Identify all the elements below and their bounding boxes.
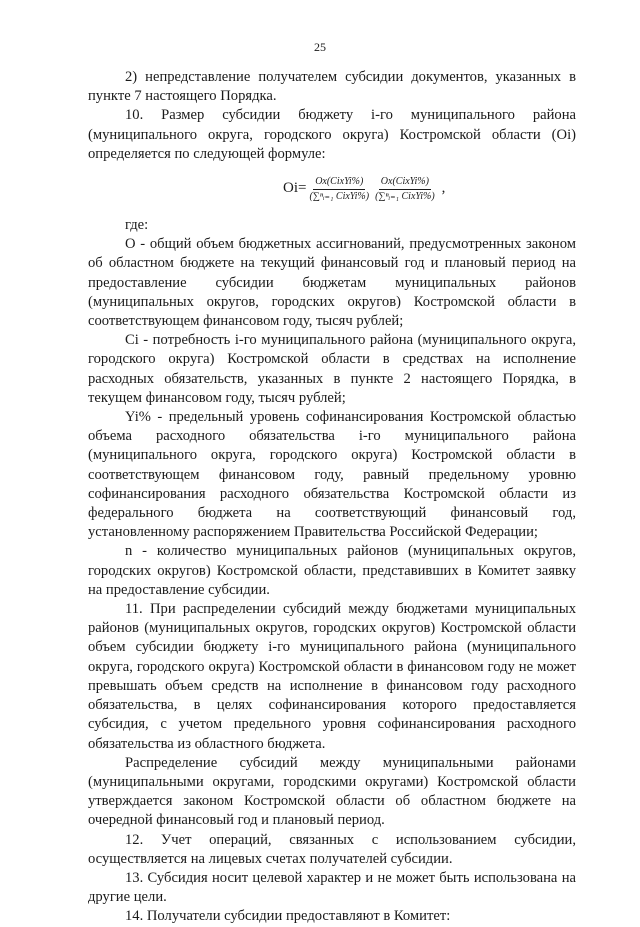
fraction-2-denominator: (∑ⁿᵢ₌₁ CixYi%)	[375, 190, 435, 202]
definition-ci: Ci - потребность i-го муниципального района (муниципального округа, городского округа) Костромской области в средствах на исполнение расходных обязательств, указанных в пункте 2 настоящего Порядка, в текущем финансовом году, тысяч рублей;	[88, 332, 576, 406]
fraction-1-numerator: Ox(CixYi%)	[313, 176, 365, 190]
paragraph-section-14: 14. Получатели субсидии предоставляют в Комитет:	[125, 908, 451, 925]
fraction-1-denominator: (∑ⁿᵢ₌₁ CixYi%)	[309, 190, 370, 202]
page-number: 25	[314, 40, 326, 54]
formula-fraction-1	[307, 176, 371, 203]
definition-yi: Yi% - предельный уровень софинансирования Костромской областью объема расходного обязательства i-го муниципального района (муниципального округа, городского округа) Костромской области в соответствующем финансовом году, равный предельному уровню софинансирования расходного обязательства Костромской области из федерального бюджета на соответствующий финансовый год, установленному распоряжением Правительства Российской Федерации;	[88, 409, 576, 541]
paragraph-section-13: 13. Субсидия носит целевой характер и не может быть использована на другие цели.	[88, 869, 576, 906]
document-body	[88, 68, 576, 927]
where-label: где:	[125, 217, 149, 234]
definition-n: n - количество муниципальных районов (муниципальных округов, городских округов) Костромской области, представивших в Комитет заявку на предоставление субсидии.	[88, 543, 576, 598]
paragraph-section-10: 10. Размер субсидии бюджету i-го муниципального района (муниципального округа, городского округа) Костромской области (Oi) определяется по следующей формуле:	[88, 107, 576, 162]
paragraph-distribution: Распределение субсидий между муниципальными районами (муниципальными округами, городскими округами) Костромской области утверждается законом Костромской области об областном бюджете на очередной финансовый год и плановый период.	[88, 754, 576, 829]
formula-trailing-comma: ,	[441, 180, 446, 197]
paragraph-item-2: 2) непредставление получателем субсидии документов, указанных в пункте 7 настоящего Порядка.	[88, 69, 576, 105]
fraction-2-numerator: Ox(CixYi%)	[379, 176, 431, 190]
formula-lhs: Oi=	[283, 180, 307, 197]
formula-fraction-2	[373, 176, 437, 203]
paragraph-section-12: 12. Учет операций, связанных с использованием субсидии, осуществляется на лицевых счетах получателей субсидии.	[88, 831, 576, 867]
subsidy-formula	[88, 165, 576, 213]
definition-o: О - общий объем бюджетных ассигнований, предусмотренных законом об областном бюджете на текущий финансовый год и плановый период на предоставление субсидии бюджетам муниципальных районов (муниципальных округов, городских округов) Костромской области в соответствующем финансовом году, тысяч рублей;	[88, 236, 576, 330]
paragraph-section-11: 11. При распределении субсидий между бюджетами муниципальных районов (муниципальных округов, городских округов) Костромской области объем субсидии бюджету i-го муниципального района (муниципального округа, городского округа) Костромской области в финансовом году не может превышать объем средств на исполнение в финансовом году расходного обязательства, в целях софинансирования которого предоставляется субсидия, с учетом предельного уровня софинансирования расходного обязательства из областного бюджета.	[88, 601, 576, 752]
